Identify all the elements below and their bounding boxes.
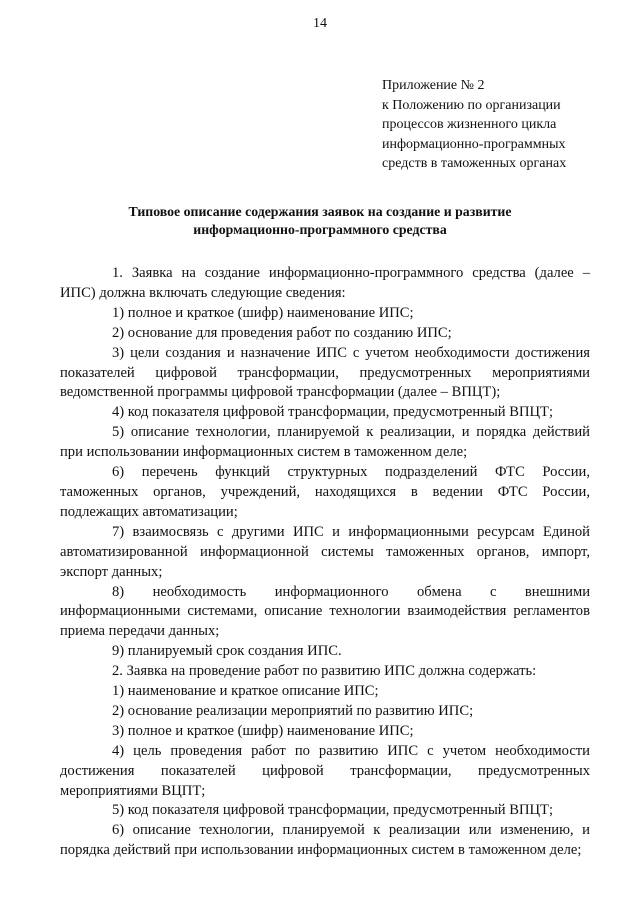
paragraph-line: мероприятиями ВЦПТ;	[60, 782, 206, 799]
appendix-line: Приложение № 2	[382, 78, 485, 93]
paragraph-line: подлежащих автоматизации;	[60, 503, 238, 520]
document-body	[60, 264, 590, 861]
paragraph-line: 4) код показателя цифровой трансформации, предусмотренный ВПЦТ;	[112, 404, 554, 421]
appendix-line: процессов жизненного цикла	[382, 117, 557, 132]
paragraph-line: 5) код показателя цифровой трансформации, предусмотренный ВПЦТ;	[112, 802, 554, 819]
appendix-line: средств в таможенных органах	[382, 156, 567, 171]
appendix-line: информационно-программных	[382, 136, 566, 152]
paragraph	[60, 324, 590, 344]
paragraph	[60, 801, 590, 821]
paragraph-line: ведомственной программы цифровой трансформации (далее – ВПЦТ);	[60, 384, 501, 401]
title-line: Типовое описание содержания заявок на создание и развитие	[128, 204, 512, 219]
paragraph-line: 3) цели создания и назначение ИПС с учетом необходимости достижения	[112, 344, 590, 361]
paragraph-line: приема передачи данных;	[60, 623, 220, 640]
paragraph	[60, 463, 590, 523]
paragraph-line: показателей цифровой трансформации, предусмотренных мероприятиями	[60, 364, 590, 381]
paragraph	[60, 742, 590, 802]
paragraph	[60, 821, 590, 861]
paragraph-line: таможенных органов, учреждений, находящихся в ведении ФТС России,	[60, 483, 590, 500]
paragraph	[60, 642, 590, 662]
paragraph	[60, 403, 590, 423]
paragraph-line: экспорт данных;	[60, 563, 163, 580]
paragraph-line: 8) необходимость информационного обмена с внешними	[112, 583, 590, 600]
paragraph-line: 6) перечень функций структурных подразделений ФТС России,	[112, 464, 590, 481]
paragraph	[60, 682, 590, 702]
paragraph-line: 1. Заявка на создание информационно-программного средства (далее –	[112, 265, 590, 281]
paragraph-line: порядка действий при использовании информационных систем в таможенном деле;	[60, 842, 582, 859]
paragraph-line: 2) основание для проведения работ по созданию ИПС;	[112, 324, 452, 341]
paragraph	[60, 523, 590, 583]
paragraph	[60, 662, 590, 682]
paragraph	[60, 583, 590, 643]
appendix-header	[382, 76, 622, 174]
paragraph-line: информационными системами, описание технологии взаимодействия регламентов	[60, 603, 590, 620]
paragraph	[60, 304, 590, 324]
paragraph	[60, 722, 590, 742]
page-number: 14	[313, 16, 327, 31]
paragraph-line: 2) основание реализации мероприятий по развитию ИПС;	[112, 702, 474, 719]
paragraph-line: достижения показателей цифровой трансформации, предусмотренных	[60, 762, 590, 779]
paragraph-line: ИПС) должна включать следующие сведения:	[60, 284, 346, 301]
paragraph-line: 2. Заявка на проведение работ по развитию ИПС должна содержать:	[112, 663, 537, 680]
paragraph-line: 4) цель проведения работ по развитию ИПС с учетом необходимости	[112, 742, 590, 759]
paragraph-line: 9) планируемый срок создания ИПС.	[112, 643, 342, 660]
paragraph	[60, 423, 590, 463]
appendix-line: к Положению по организации	[382, 97, 561, 113]
paragraph-line: 6) описание технологии, планируемой к реализации или изменению, и	[112, 822, 590, 839]
paragraph-line: 1) наименование и краткое описание ИПС;	[112, 683, 379, 700]
paragraph-line: автоматизированной информационной системы таможенных органов, импорт,	[60, 543, 590, 560]
paragraph-line: 3) полное и краткое (шифр) наименование ИПС;	[112, 722, 414, 739]
paragraph-line: 5) описание технологии, планируемой к реализации, и порядка действий	[112, 424, 590, 441]
paragraph	[60, 344, 590, 404]
paragraph	[60, 702, 590, 722]
document-title	[60, 203, 580, 239]
paragraph-line: при использовании информационных систем в таможенном деле;	[60, 444, 468, 461]
paragraph	[60, 264, 590, 304]
title-line: информационно-программного средства	[193, 222, 447, 237]
paragraph-line: 7) взаимосвязь с другими ИПС и информационными ресурсам Единой	[112, 523, 590, 540]
paragraph-line: 1) полное и краткое (шифр) наименование ИПС;	[112, 304, 414, 321]
